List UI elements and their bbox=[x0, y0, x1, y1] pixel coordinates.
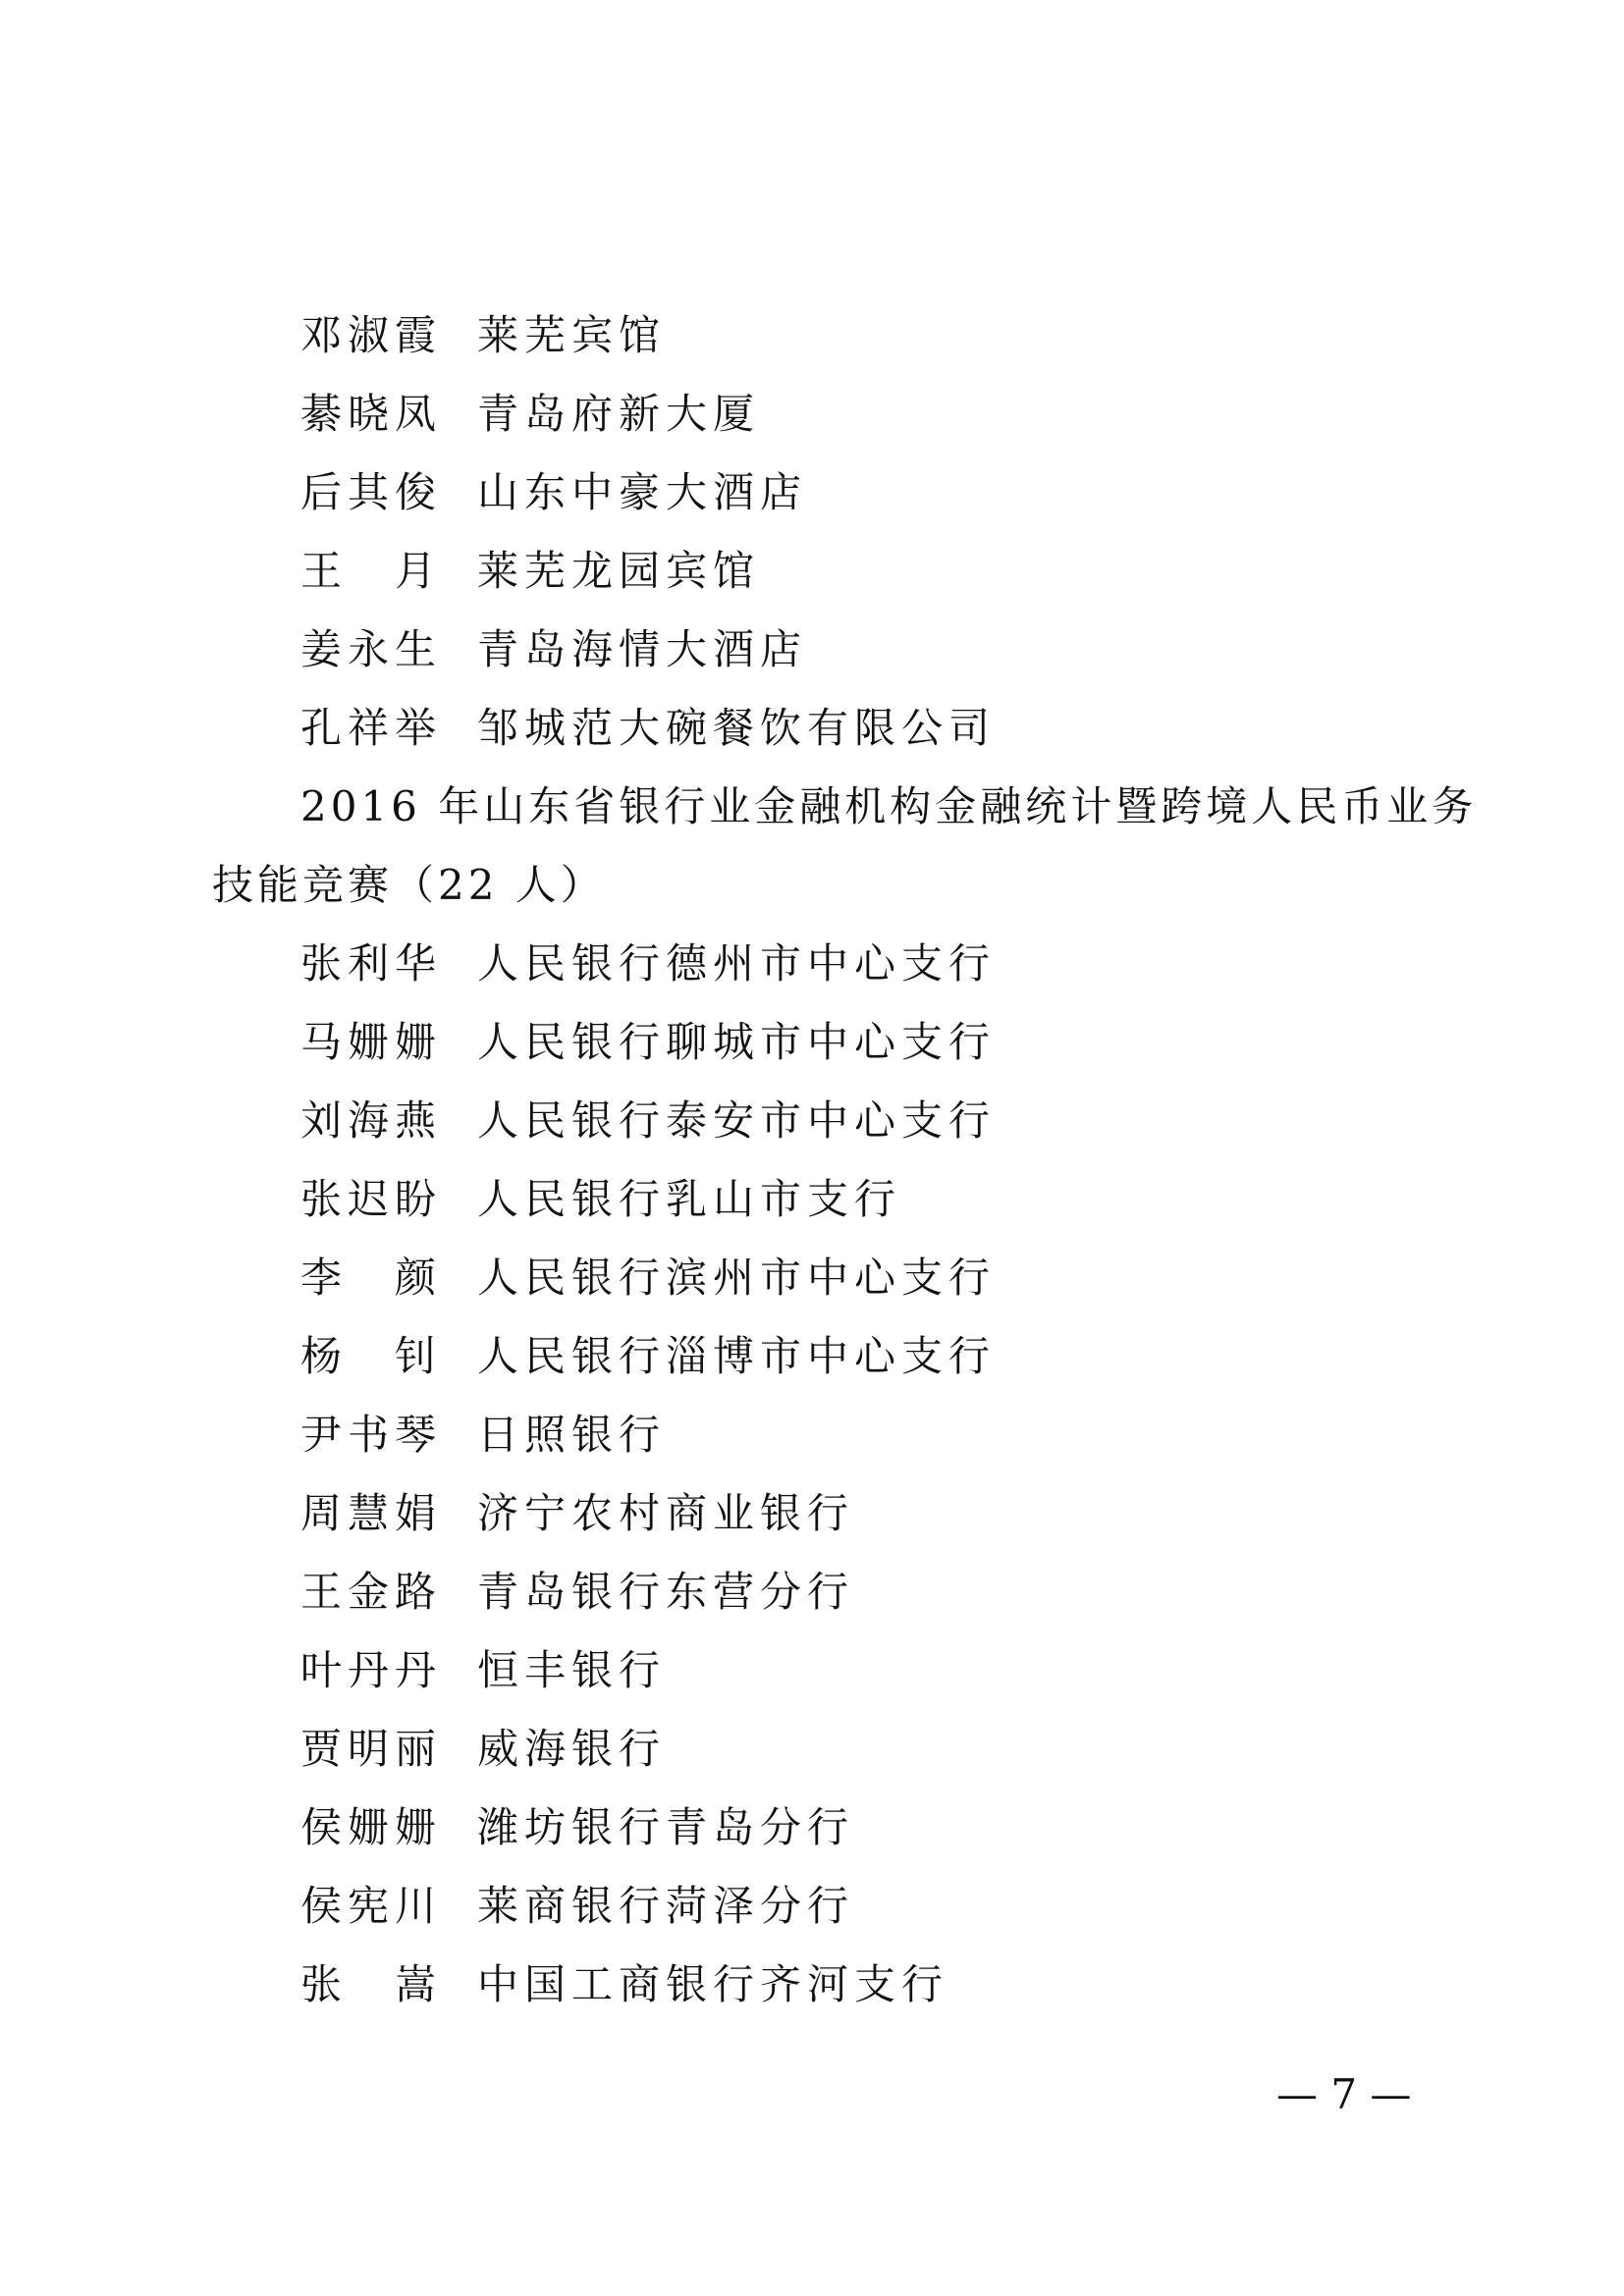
list-item bbox=[300, 1327, 996, 1386]
organization-name: 日照银行 bbox=[477, 1411, 667, 1459]
organization-name: 人民银行淄博市中心支行 bbox=[477, 1332, 997, 1380]
list-item bbox=[300, 1170, 901, 1229]
person-name: 张迟盼 bbox=[300, 1175, 443, 1223]
organization-name: 邹城范大碗餐饮有限公司 bbox=[477, 704, 997, 752]
person-name: 杨 钊 bbox=[300, 1332, 443, 1380]
organization-name: 人民银行滨州市中心支行 bbox=[477, 1254, 997, 1302]
organization-name: 人民银行泰安市中心支行 bbox=[477, 1096, 997, 1145]
organization-name: 恒丰银行 bbox=[477, 1646, 667, 1694]
person-name: 周慧娟 bbox=[300, 1489, 443, 1537]
organization-name: 潍坊银行青岛分行 bbox=[477, 1803, 855, 1851]
list-item bbox=[300, 1877, 854, 1936]
list-item bbox=[300, 1406, 666, 1465]
organization-name: 济宁农村商业银行 bbox=[477, 1489, 855, 1537]
person-name: 侯宪川 bbox=[300, 1882, 443, 1930]
person-name: 张 嵩 bbox=[300, 1960, 443, 2008]
page-number: — 7 — bbox=[1276, 2070, 1412, 2118]
person-name: 孔祥举 bbox=[300, 704, 443, 752]
organization-name: 莱芜龙园宾馆 bbox=[477, 547, 761, 595]
organization-name: 莱芜宾馆 bbox=[477, 311, 667, 359]
person-name: 王金路 bbox=[300, 1568, 443, 1616]
person-name: 綦晓凤 bbox=[300, 390, 443, 438]
person-name: 侯姗姗 bbox=[300, 1803, 443, 1851]
person-name: 王 月 bbox=[300, 547, 443, 595]
list-item bbox=[300, 1013, 996, 1072]
organization-name: 青岛银行东营分行 bbox=[477, 1568, 855, 1616]
list-item bbox=[300, 1092, 996, 1150]
organization-name: 中国工商银行齐河支行 bbox=[477, 1960, 949, 2008]
list-item bbox=[300, 1955, 948, 2014]
list-item bbox=[300, 306, 666, 365]
list-item bbox=[300, 1641, 666, 1700]
person-name: 后其俊 bbox=[300, 468, 443, 516]
list-item bbox=[300, 542, 760, 601]
list-item bbox=[300, 1563, 854, 1622]
section-heading-continued: 技能竞赛（22 人） bbox=[212, 861, 606, 909]
list-item bbox=[300, 1249, 996, 1308]
person-name: 李 颜 bbox=[300, 1254, 443, 1302]
person-name: 邓淑霞 bbox=[300, 311, 443, 359]
section-heading: 2016 年山东省银行业金融机构金融统计暨跨境人民币业务 bbox=[300, 782, 1478, 830]
organization-name: 青岛府新大厦 bbox=[477, 390, 761, 438]
person-name: 贾明丽 bbox=[300, 1725, 443, 1773]
list-item bbox=[300, 620, 807, 679]
organization-name: 人民银行乳山市支行 bbox=[477, 1175, 902, 1223]
list-item bbox=[300, 1720, 666, 1779]
organization-name: 山东中豪大酒店 bbox=[477, 468, 808, 516]
person-name: 刘海燕 bbox=[300, 1096, 443, 1145]
list-item bbox=[300, 934, 996, 993]
list-item bbox=[300, 1798, 854, 1857]
person-name: 马姗姗 bbox=[300, 1018, 443, 1066]
person-name: 叶丹丹 bbox=[300, 1646, 443, 1694]
person-name: 张利华 bbox=[300, 939, 443, 988]
person-name: 姜永生 bbox=[300, 625, 443, 673]
organization-name: 莱商银行菏泽分行 bbox=[477, 1882, 855, 1930]
organization-name: 威海银行 bbox=[477, 1725, 667, 1773]
list-item bbox=[300, 699, 996, 758]
person-name: 尹书琴 bbox=[300, 1411, 443, 1459]
list-item bbox=[300, 1484, 854, 1543]
organization-name: 人民银行聊城市中心支行 bbox=[477, 1018, 997, 1066]
organization-name: 人民银行德州市中心支行 bbox=[477, 939, 997, 988]
list-item bbox=[300, 385, 760, 444]
list-item bbox=[300, 463, 807, 522]
organization-name: 青岛海情大酒店 bbox=[477, 625, 808, 673]
